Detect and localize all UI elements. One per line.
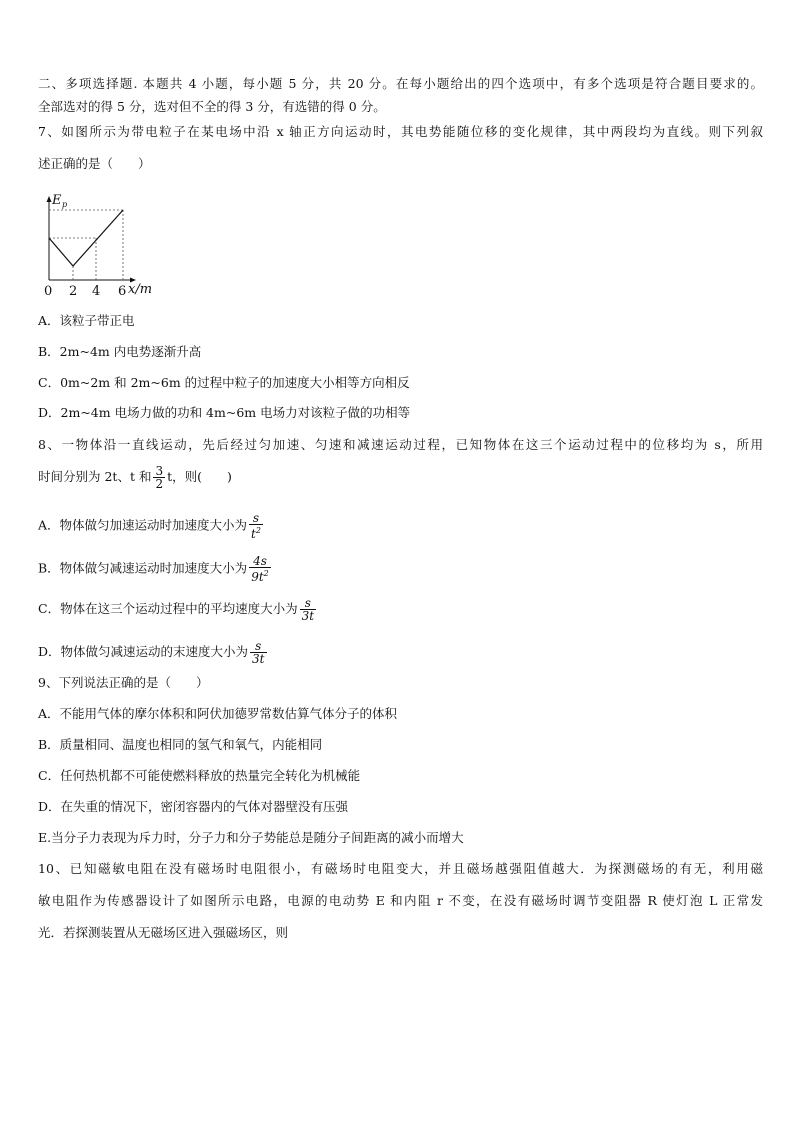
q10-stem-line2: 敏电阻作为传感器设计了如图所示电路，电源的电动势 E 和内阻 r 不变，在没有磁场时调节变阻器 R 使灯泡 L 正常发 — [38, 893, 763, 908]
q10-stem-line1: 10、已知磁敏电阻在没有磁场时电阻很小，有磁场时电阻变大，并且磁场越强阻值越大．为探测磁场的有无，利用磁 — [38, 861, 763, 876]
q8-option-b-den: 9t — [251, 570, 264, 584]
q7-potential-energy-graph — [36, 192, 166, 302]
y-axis-label-sub: p — [62, 200, 68, 209]
q9-option-d: D．在失重的情况下，密闭容器内的气体对器壁没有压强 — [38, 799, 349, 814]
q8-stem-line2 — [38, 465, 232, 490]
q8-stem-frac-den: 2 — [155, 477, 164, 491]
x-tick-2: 2 — [69, 284, 78, 299]
q8-option-a-num: s — [252, 511, 260, 525]
q8-stem-post: t，则( ) — [167, 469, 232, 484]
q9-option-c: C．任何热机都不可能使燃料释放的热量完全转化为机械能 — [38, 768, 361, 783]
x-tick-6: 6 — [118, 284, 127, 299]
q7-option-d: D．2m~4m 电场力做的功和 4m~6m 电场力对该粒子做的功相等 — [38, 405, 411, 420]
q8-option-b-text: B．物体做匀减速运动时加速度大小为 — [38, 560, 248, 576]
q8-option-c-num: s — [304, 596, 311, 610]
q8-option-c-fraction — [300, 597, 316, 622]
q8-option-c — [38, 597, 318, 622]
q9-option-a: A．不能用气体的摩尔体积和阿伏加德罗常数估算气体分子的体积 — [38, 706, 398, 721]
q10-stem-line3: 光．若探测装置从无磁场区进入强磁场区，则 — [38, 925, 289, 940]
q9-option-e: E.当分子力表现为斥力时，分子力和分子势能总是随分子间距离的减小而增大 — [38, 830, 464, 845]
q7-stem-line1: 7、如图所示为带电粒子在某电场中沿 x 轴正方向运动时，其电势能随位移的变化规律，其中两段均为直线。则下列叙 — [38, 124, 763, 139]
y-axis-label: E — [52, 193, 62, 208]
q7-option-a: A．该粒子带正电 — [38, 313, 135, 328]
q8-option-a — [38, 512, 265, 540]
q9-option-b: B．质量相同、温度也相同的氢气和氧气，内能相同 — [38, 737, 323, 752]
q8-option-b-num: 4s — [253, 554, 267, 568]
x-axis-label: x/m — [128, 282, 153, 297]
q8-stem-pre: 时间分别为 2t、t 和 — [38, 469, 152, 484]
q8-option-a-fraction — [249, 512, 263, 540]
q8-option-d-text: D．物体做匀减速运动的末速度大小为 — [38, 644, 249, 659]
q8-option-a-text: A．物体做匀加速运动时加速度大小为 — [38, 517, 248, 533]
q7-option-c: C．0m~2m 和 2m~6m 的过程中粒子的加速度大小相等方向相反 — [38, 375, 410, 390]
q8-option-c-den: 3t — [301, 609, 315, 623]
q8-stem-frac-num: 3 — [155, 464, 164, 478]
q8-option-d-num: s — [255, 639, 262, 653]
section-header-line1: 二、多项选择题. 本题共 4 小题，每小题 5 分，共 20 分。在每小题给出的四个选项中，有多个选项是符合题目要求的。 — [38, 76, 763, 91]
q8-option-d — [38, 640, 269, 665]
q8-option-b-fraction — [249, 555, 271, 583]
y-axis-arrow-icon — [47, 196, 52, 202]
q9-stem: 9、下列说法正确的是（ ） — [38, 675, 209, 690]
q7-stem-line2: 述正确的是（ ） — [38, 156, 151, 171]
q8-option-d-fraction — [250, 640, 266, 665]
q8-option-a-den: t — [251, 527, 256, 541]
x-tick-4: 4 — [92, 284, 101, 299]
q7-option-b: B．2m~4m 内电势逐渐升高 — [38, 344, 202, 359]
section-header-line2: 全部选对的得 5 分，选对但不全的得 3 分，有选错的得 0 分。 — [38, 99, 386, 114]
q8-option-d-den: 3t — [252, 652, 265, 666]
x-tick-0: 0 — [44, 284, 53, 299]
q8-option-a-den-sup: 2 — [255, 526, 261, 535]
q8-option-b — [38, 555, 273, 583]
q8-option-b-den-sup: 2 — [263, 569, 269, 578]
q8-option-c-text: C．物体在这三个运动过程中的平均速度大小为 — [38, 601, 298, 616]
q8-stem-fraction — [153, 465, 165, 490]
q8-stem-line1: 8、一物体沿一直线运动，先后经过匀加速、匀速和减速运动过程，已知物体在这三个运动过程中的位移均为 s，所用 — [38, 437, 763, 452]
